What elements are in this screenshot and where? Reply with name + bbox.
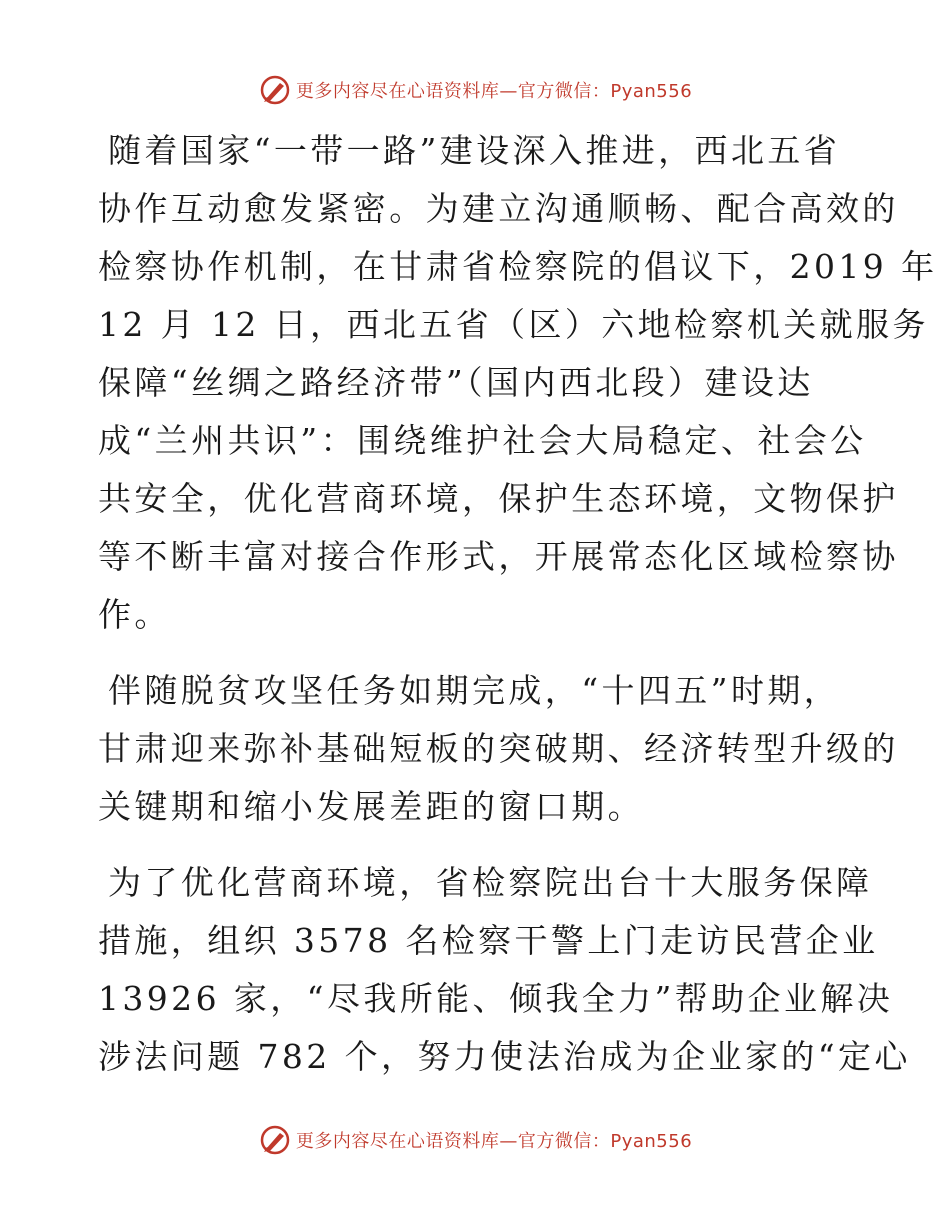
text-line: 伴随脱贫攻坚任务如期完成，“十四五”时期， — [108, 671, 841, 710]
pen-logo-icon — [258, 73, 292, 107]
text-line: 12 月 12 日，西北五省（区）六地检察机关就服务 — [98, 305, 929, 344]
header-watermark — [0, 70, 950, 110]
paragraph-2 — [98, 662, 899, 836]
text-line: 成“兰州共识”：围绕维护社会大局稳定、社会公 — [98, 421, 867, 460]
footer-watermark — [0, 1120, 950, 1160]
text-line: 共安全，优化营商环境，保护生态环境，文物保护 — [98, 479, 899, 518]
text-line: 13926 家，“尽我所能、倾我全力”帮助企业解决 — [98, 979, 894, 1018]
text-line: 措施，组织 3578 名检察干警上门走访民营企业 — [98, 921, 879, 960]
text-line: 等不断丰富对接合作形式，开展常态化区域检察协 — [98, 537, 899, 576]
text-line: 为了优化营商环境，省检察院出台十大服务保障 — [108, 863, 873, 902]
paragraph-3 — [98, 854, 911, 1086]
pen-logo-icon — [258, 1123, 292, 1157]
text-line: 保障“丝绸之路经济带”（国内西北段）建设达 — [98, 363, 814, 402]
text-line: 涉法问题 782 个，努力使法治成为企业家的“定心 — [98, 1037, 911, 1076]
text-line: 检察协作机制，在甘肃省检察院的倡议下，2019 年 — [98, 247, 938, 286]
text-line: 关键期和缩小发展差距的窗口期。 — [98, 787, 644, 826]
text-line: 协作互动愈发紧密。为建立沟通顺畅、配合高效的 — [98, 189, 899, 228]
text-line: 甘肃迎来弥补基础短板的突破期、经济转型升级的 — [98, 729, 899, 768]
text-line: 随着国家“一带一路”建设深入推进，西北五省 — [108, 131, 841, 170]
watermark-text: 更多内容尽在心语资料库—官方微信：Pyan556 — [295, 1131, 693, 1152]
watermark-text: 更多内容尽在心语资料库—官方微信：Pyan556 — [295, 81, 693, 102]
document-body — [98, 122, 938, 1104]
paragraph-1 — [98, 122, 938, 644]
text-line: 作。 — [98, 595, 171, 634]
